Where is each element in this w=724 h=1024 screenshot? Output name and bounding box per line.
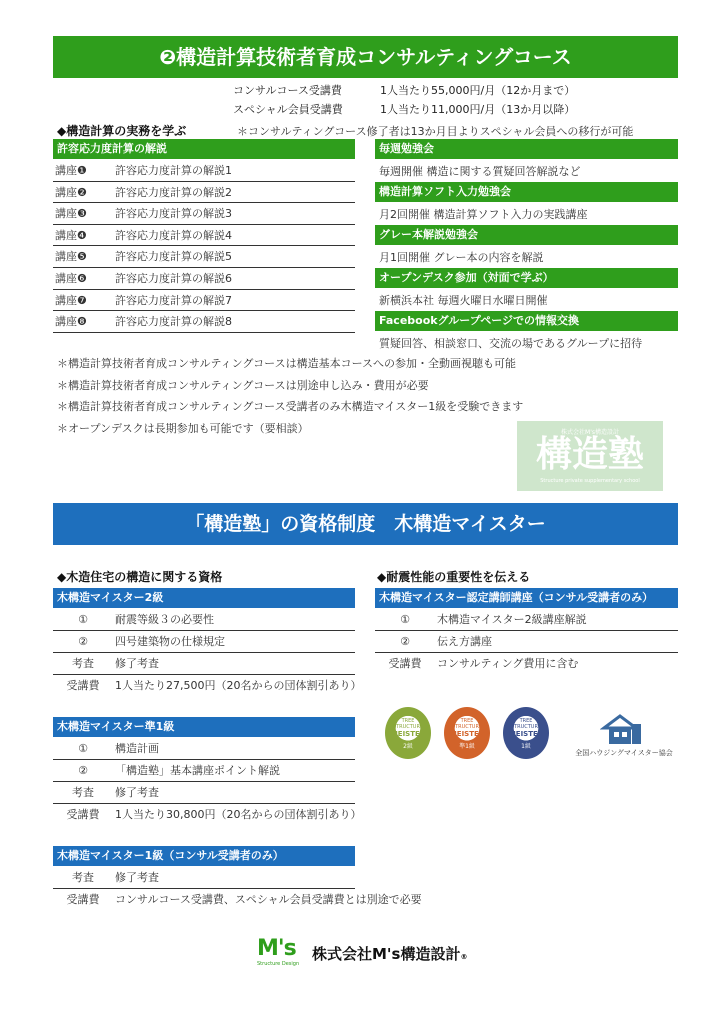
badge-meister-text: MEISTER (390, 730, 426, 738)
row-value: 修了考査 (115, 657, 159, 670)
study-item-header: オープンデスク参加（対面で学ぶ） (375, 268, 678, 288)
row-key: ① (78, 613, 88, 626)
badge-structure-text: STRUCTURE (510, 724, 542, 730)
fee-value: 1人当たり55,000円/月（12か月まで） (380, 84, 576, 97)
logo-main-text: 構造塾 (535, 434, 644, 475)
transition-note: ＊コンサルティングコース修了者は13か月目よりスペシャル会員への移行が可能 (237, 125, 634, 138)
course-note: ＊構造計算技術者育成コンサルティングコースは別途申し込み・費用が必要 (57, 379, 429, 392)
level2-header: 木構造マイスター2級 (53, 588, 355, 608)
study-item-text: 月1回開催 グレー本の内容を解説 (379, 251, 544, 264)
logo-small-text: 株式会社M's構造設計 (561, 429, 619, 436)
badge-structure-text: STRUCTURE (392, 724, 424, 730)
lecture-name: 許容応力度計算の解説2 (115, 185, 232, 199)
lecture-row (53, 246, 355, 268)
qualification-title-banner: 「構造塾」の資格制度 木構造マイスター (53, 503, 678, 545)
study-item-text: 質疑回答、相談窓口、交流の場であるグループに招待 (379, 337, 643, 350)
lecture-row (53, 268, 355, 290)
row-value: 耐震等級３の必要性 (115, 613, 214, 626)
lecture-row (53, 225, 355, 247)
row-key: ① (400, 613, 410, 626)
lecture-row (53, 160, 355, 182)
lecture-name: 許容応力度計算の解説4 (115, 228, 232, 242)
table-row (375, 631, 678, 653)
lecture-name: 許容応力度計算の解説1 (115, 164, 232, 177)
badge-tree-text: TREE (460, 718, 474, 724)
row-key: ② (400, 635, 410, 648)
row-key: 考査 (72, 871, 94, 884)
row-value: 木構造マイスター2級講座解説 (437, 613, 587, 626)
row-value: 1人当たり30,800円（20名からの団体割引あり） (115, 808, 362, 821)
registered-mark: ® (460, 953, 468, 961)
badge-grade-text: 1級 (521, 743, 531, 750)
lecture-row (53, 203, 355, 225)
table-row (53, 889, 422, 911)
course-title-banner: ❷構造計算技術者育成コンサルティングコース (53, 36, 678, 78)
row-key: 受講費 (388, 657, 422, 670)
lecture-number: 講座❸ (55, 207, 87, 221)
badge-grade-text: 準1級 (459, 743, 475, 750)
lecture-row (53, 290, 355, 312)
fee-value: 1人当たり11,000円/月（13か月以降） (380, 103, 576, 116)
course-note: ＊構造計算技術者育成コンサルティングコース受講者のみ木構造マイスター1級を受験できます (57, 400, 524, 413)
ms-logo (257, 937, 307, 969)
table-row (53, 653, 355, 675)
table-row (375, 609, 678, 631)
lecture-name: 許容応力度計算の解説8 (115, 315, 232, 329)
table-row (53, 782, 355, 804)
row-key: 受講費 (66, 808, 100, 821)
lecture-name: 許容応力度計算の解説3 (115, 207, 232, 221)
table-row (53, 738, 355, 760)
house-icon (600, 712, 644, 746)
table-row (53, 675, 362, 697)
ms-logo-sub: Structure Design (257, 961, 300, 967)
qualification-left-title: ◆木造住宅の構造に関する資格 (57, 570, 223, 584)
table-row (53, 804, 362, 826)
meister-badge (503, 707, 549, 759)
lecture-number: 講座❼ (55, 293, 87, 307)
table-row (53, 609, 355, 631)
study-item-header: Facebookグループページでの情報交換 (375, 311, 678, 331)
badge-grade-text: 2級 (403, 743, 413, 750)
lecture-number: 講座❹ (55, 228, 87, 242)
company-name (312, 943, 467, 964)
row-value: コンサルコース受講費、スペシャル会員受講費とは別途で必要 (115, 893, 422, 906)
row-key: 考査 (72, 657, 94, 670)
fee-row (233, 82, 576, 98)
badge-meister-text: MEISTER (508, 730, 544, 738)
row-value: 構造計画 (115, 742, 159, 755)
lecture-name: 許容応力度計算の解説5 (115, 250, 232, 264)
table-row (53, 867, 355, 889)
row-value: 1人当たり27,500円（20名からの団体割引あり） (115, 679, 362, 692)
qualification-right-title: ◆耐震性能の重要性を伝える (377, 570, 531, 584)
study-item-header: グレー本解説勉強会 (375, 225, 678, 245)
study-item-header: 毎週勉強会 (375, 139, 678, 159)
semi1-header: 木構造マイスター準1級 (53, 717, 355, 737)
study-item-text: 毎週開催 構造に関する質疑回答解説など (379, 165, 581, 178)
kouzoujuku-logo (517, 421, 663, 491)
badge-structure-text: STRUCTURE (451, 724, 483, 730)
course-note: ＊構造計算技術者育成コンサルティングコースは構造基本コースへの参加・全動画視聴も可能 (57, 357, 517, 370)
row-value: コンサルティング費用に含む (437, 657, 579, 670)
row-key: 受講費 (66, 679, 100, 692)
lecture-name: 許容応力度計算の解説6 (115, 272, 232, 285)
row-key: 考査 (72, 786, 94, 799)
row-key: 受講費 (66, 893, 100, 906)
badge-meister-text: MEISTER (449, 730, 485, 738)
lecture-number: 講座❻ (55, 272, 87, 285)
table-row (53, 631, 355, 653)
row-key: ② (78, 635, 88, 648)
study-item-text: 月2回開催 構造計算ソフト入力の実践講座 (379, 208, 588, 221)
badge-tree-text: TREE (401, 718, 415, 724)
study-item-text: 新横浜本社 毎週火曜日水曜日開催 (379, 294, 548, 307)
row-value: 修了考査 (115, 786, 159, 799)
ms-logo-mark: M's (257, 936, 296, 961)
table-row (375, 653, 678, 675)
study-item-header: 構造計算ソフト入力勉強会 (375, 182, 678, 202)
lecture-number: 講座❺ (55, 250, 87, 264)
fee-row (233, 101, 576, 117)
company-name-text: 株式会社M's構造設計 (312, 945, 461, 963)
meister-badge (444, 707, 490, 759)
table-row (53, 760, 355, 782)
row-key: ① (78, 742, 88, 755)
lecture-row (53, 182, 355, 204)
course-note: ＊オープンデスクは長期参加も可能です（要相談） (57, 422, 309, 435)
meister-badge (385, 707, 431, 759)
level1-header: 木構造マイスター1級（コンサル受講者のみ） (53, 846, 355, 866)
lecture-number: 講座❽ (55, 315, 87, 329)
row-value: 伝え方講座 (437, 635, 492, 648)
lecture-header: 許容応力度計算の解説 (53, 139, 355, 159)
row-value: 「構造塾」基本講座ポイント解説 (115, 764, 280, 777)
fee-label: スペシャル会員受講費 (233, 103, 343, 116)
fee-label: コンサルコース受講費 (233, 84, 342, 97)
row-key: ② (78, 764, 88, 777)
row-value: 四号建築物の仕様規定 (115, 635, 225, 648)
association-name: 全国ハウジングマイスター協会 (575, 749, 673, 757)
lecture-name: 許容応力度計算の解説7 (115, 293, 232, 307)
lecture-row (53, 311, 355, 333)
instructor-header: 木構造マイスター認定講師講座（コンサル受講者のみ） (375, 588, 678, 608)
lecture-number: 講座❷ (55, 185, 87, 199)
practice-title: ◆構造計算の実務を学ぶ (57, 124, 187, 138)
row-value: 修了考査 (115, 871, 159, 884)
lecture-number: 講座❶ (55, 164, 87, 177)
badge-tree-text: TREE (519, 718, 533, 724)
logo-sub-text: Structure private supplementary school (540, 478, 640, 484)
